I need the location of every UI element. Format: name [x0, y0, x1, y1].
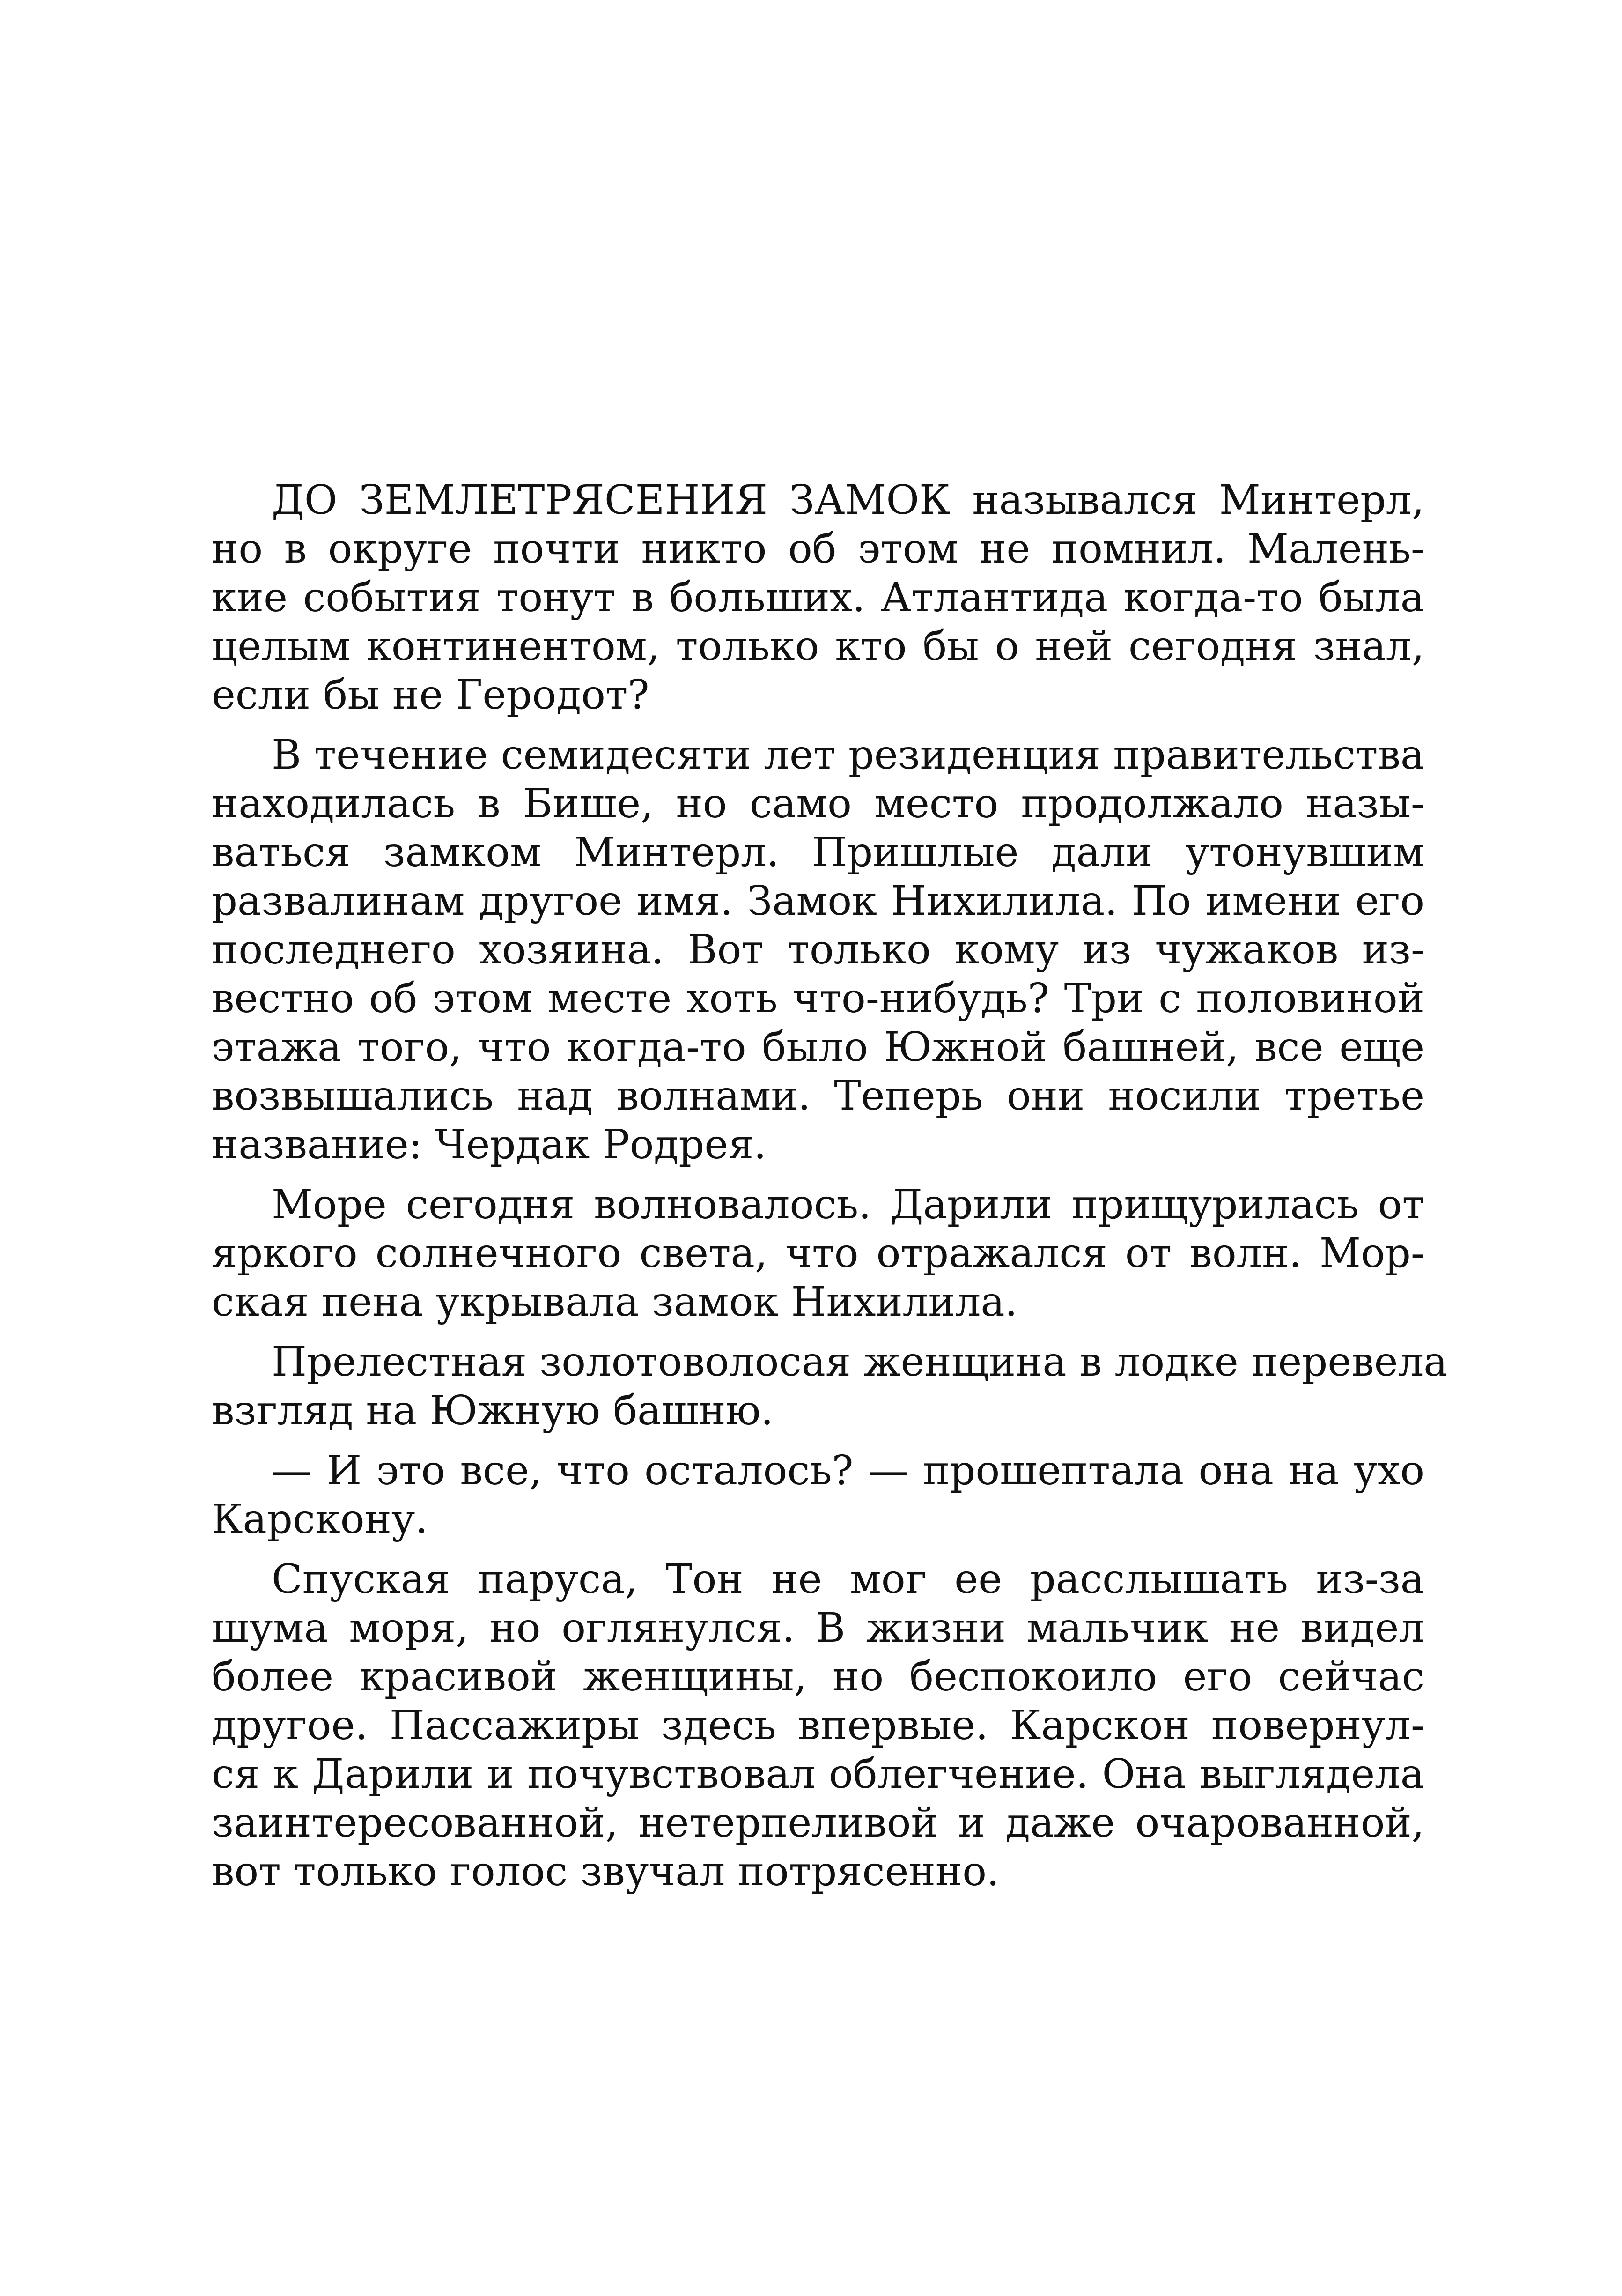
- book-page: [212, 476, 1448, 1896]
- paragraph-line: ская пена укрывала замок Нихилила.: [212, 1279, 1017, 1326]
- paragraph-line: развалинам другое имя. Замок Нихилила. По имени его: [212, 878, 1424, 925]
- paragraph-line: более красивой женщины, но беспокоило его сейчас: [212, 1653, 1424, 1700]
- paragraph-line: взгляд на Южную башню.: [212, 1387, 774, 1434]
- paragraph-line: этажа того, что когда-то было Южной башней, все еще: [212, 1024, 1424, 1071]
- paragraph-line: кие события тонут в больших. Атлантида когда-то была: [212, 574, 1424, 621]
- paragraph-line: Прелестная золотоволосая женщина в лодке перевела: [272, 1339, 1448, 1385]
- paragraph-6: [212, 1555, 1424, 1896]
- paragraph-line: В течение семидесяти лет резиденция правительства: [272, 732, 1425, 778]
- paragraph-line: — И это все, что осталось? — прошептала она на ухо: [272, 1447, 1424, 1494]
- paragraph-line: вестно об этом месте хоть что-нибудь? Три с половиной: [212, 975, 1424, 1022]
- paragraph-line: название: Чердак Родрея.: [212, 1121, 767, 1168]
- paragraph-line: Море сегодня волновалось. Дарили прищурилась от: [272, 1181, 1424, 1228]
- paragraph-2: [212, 731, 1424, 1169]
- page-text: [212, 476, 1448, 1896]
- paragraph-line: ся к Дарили и почувствовал облегчение. Она выглядела: [212, 1751, 1424, 1798]
- paragraph-line: другое. Пассажиры здесь впервые. Карскон повернул-: [212, 1702, 1424, 1749]
- paragraph-line: целым континентом, только кто бы о ней сегодня знал,: [212, 623, 1424, 670]
- paragraph-line: Спуская паруса, Тон не мог ее расслышать из-за: [272, 1556, 1424, 1603]
- paragraph-line: но в округе почти никто об этом не помнил. Малень-: [212, 526, 1424, 572]
- paragraph-line: яркого солнечного света, что отражался от волн. Мор-: [212, 1230, 1424, 1277]
- paragraph-line: если бы не Геродот?: [212, 672, 649, 718]
- paragraph-1: [212, 476, 1424, 719]
- paragraph-line: вот только голос звучал потрясенно.: [212, 1848, 1000, 1895]
- paragraph-line: ваться замком Минтерл. Пришлые дали утонувшим: [212, 829, 1424, 876]
- paragraph-line: находилась в Бише, но само место продолжало назы-: [212, 780, 1424, 827]
- paragraph-4: [212, 1338, 1448, 1435]
- paragraph-line: последнего хозяина. Вот только кому из чужаков из-: [212, 926, 1424, 973]
- paragraph-line: Карскону.: [212, 1496, 428, 1543]
- paragraph-line: заинтересованной, нетерпеливой и даже очарованной,: [212, 1800, 1424, 1846]
- paragraph-line: шума моря, но оглянулся. В жизни мальчик не видел: [212, 1605, 1424, 1652]
- paragraph-5-dialogue: [212, 1446, 1424, 1544]
- paragraph-line: ДО ЗЕМЛЕТРЯСЕНИЯ ЗАМОК назывался Минтерл,: [272, 477, 1424, 524]
- paragraph-3: [212, 1180, 1424, 1326]
- paragraph-line: возвышались над волнами. Теперь они носили третье: [212, 1073, 1424, 1119]
